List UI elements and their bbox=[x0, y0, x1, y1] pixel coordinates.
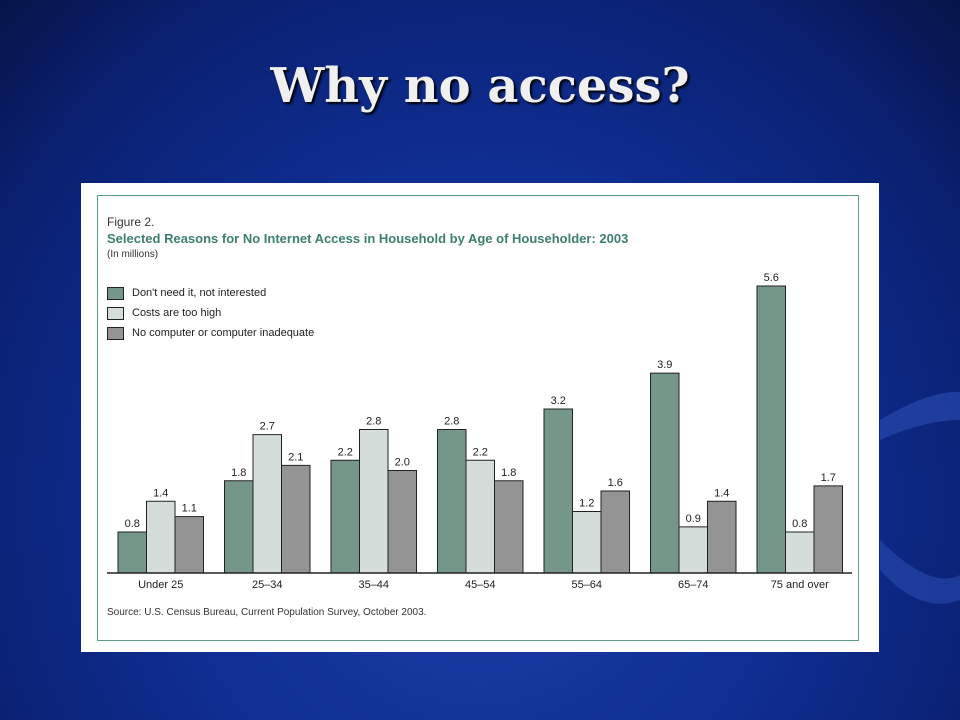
bar-75-and-over-series-2 bbox=[786, 532, 815, 573]
data-label-55-64-series-1: 3.2 bbox=[550, 395, 566, 407]
data-label-35-44-series-1: 2.2 bbox=[337, 446, 353, 459]
legend-label-not-interested: Don't need it, not interested bbox=[132, 287, 267, 299]
x-tick-label-35-44: 35–44 bbox=[358, 579, 390, 591]
bar-45-54-series-2 bbox=[466, 460, 495, 573]
data-label-35-44-series-3: 2.0 bbox=[394, 456, 410, 469]
bar-65-74-series-3 bbox=[708, 501, 737, 573]
bar-65-74-series-1 bbox=[651, 373, 680, 573]
x-tick-label-75-and-over: 75 and over bbox=[770, 579, 829, 591]
data-label-75-and-over-series-2: 0.8 bbox=[792, 518, 808, 530]
bar-35-44-series-3 bbox=[388, 471, 417, 574]
bar-25-34-series-2 bbox=[253, 435, 282, 573]
x-tick-label-25-34: 25–34 bbox=[251, 579, 283, 591]
data-label-under-25-series-3: 1.1 bbox=[181, 502, 197, 515]
legend-label-costs: Costs are too high bbox=[132, 307, 222, 319]
figure-panel bbox=[81, 183, 879, 652]
data-label-65-74-series-1: 3.9 bbox=[657, 359, 673, 372]
x-tick-label-under-25: Under 25 bbox=[138, 579, 184, 591]
x-tick-label-55-64: 55–64 bbox=[571, 579, 603, 591]
bar-25-34-series-1 bbox=[225, 481, 254, 573]
data-label-25-34-series-3: 2.1 bbox=[288, 451, 304, 464]
figure-title: Selected Reasons for No Internet Access in Household by Age of Householder: 2003 bbox=[107, 231, 629, 246]
data-label-under-25-series-2: 1.4 bbox=[153, 487, 169, 500]
figure-source: Source: U.S. Census Bureau, Current Population Survey, October 2003. bbox=[107, 607, 427, 618]
bar-under-25-series-3 bbox=[175, 517, 204, 573]
data-label-45-54-series-2: 2.2 bbox=[472, 446, 488, 459]
legend-label-no-computer: No computer or computer inadequate bbox=[132, 327, 315, 339]
bar-under-25-series-1 bbox=[118, 532, 147, 573]
bar-35-44-series-1 bbox=[331, 460, 360, 573]
bar-65-74-series-2 bbox=[679, 527, 708, 573]
data-label-75-and-over-series-1: 5.6 bbox=[763, 272, 779, 284]
data-label-65-74-series-2: 0.9 bbox=[685, 512, 701, 525]
bar-chart bbox=[81, 183, 879, 652]
slide-title: Why no access? bbox=[270, 58, 690, 114]
figure-units: (In millions) bbox=[107, 249, 159, 260]
figure-label: Figure 2. bbox=[107, 215, 155, 229]
data-label-45-54-series-1: 2.8 bbox=[444, 415, 460, 428]
data-label-55-64-series-2: 1.2 bbox=[579, 497, 595, 510]
bar-55-64-series-2 bbox=[573, 512, 602, 574]
x-tick-label-45-54: 45–54 bbox=[464, 579, 496, 591]
bar-75-and-over-series-1 bbox=[757, 286, 786, 573]
bar-45-54-series-3 bbox=[495, 481, 524, 573]
bar-55-64-series-1 bbox=[544, 409, 573, 573]
bar-75-and-over-series-3 bbox=[814, 486, 843, 573]
x-tick-label-65-74: 65–74 bbox=[677, 579, 709, 591]
bar-35-44-series-2 bbox=[360, 430, 389, 574]
data-label-75-and-over-series-3: 1.7 bbox=[820, 471, 836, 484]
bar-25-34-series-3 bbox=[282, 465, 311, 573]
data-label-45-54-series-3: 1.8 bbox=[501, 466, 517, 479]
data-label-25-34-series-2: 2.7 bbox=[259, 420, 275, 433]
data-label-55-64-series-3: 1.6 bbox=[607, 477, 623, 489]
bar-55-64-series-3 bbox=[601, 491, 630, 573]
data-label-65-74-series-3: 1.4 bbox=[714, 487, 730, 500]
bar-45-54-series-1 bbox=[438, 430, 467, 574]
data-label-under-25-series-1: 0.8 bbox=[124, 518, 140, 530]
data-label-25-34-series-1: 1.8 bbox=[231, 466, 247, 479]
bar-under-25-series-2 bbox=[147, 501, 176, 573]
data-label-35-44-series-2: 2.8 bbox=[366, 415, 382, 428]
